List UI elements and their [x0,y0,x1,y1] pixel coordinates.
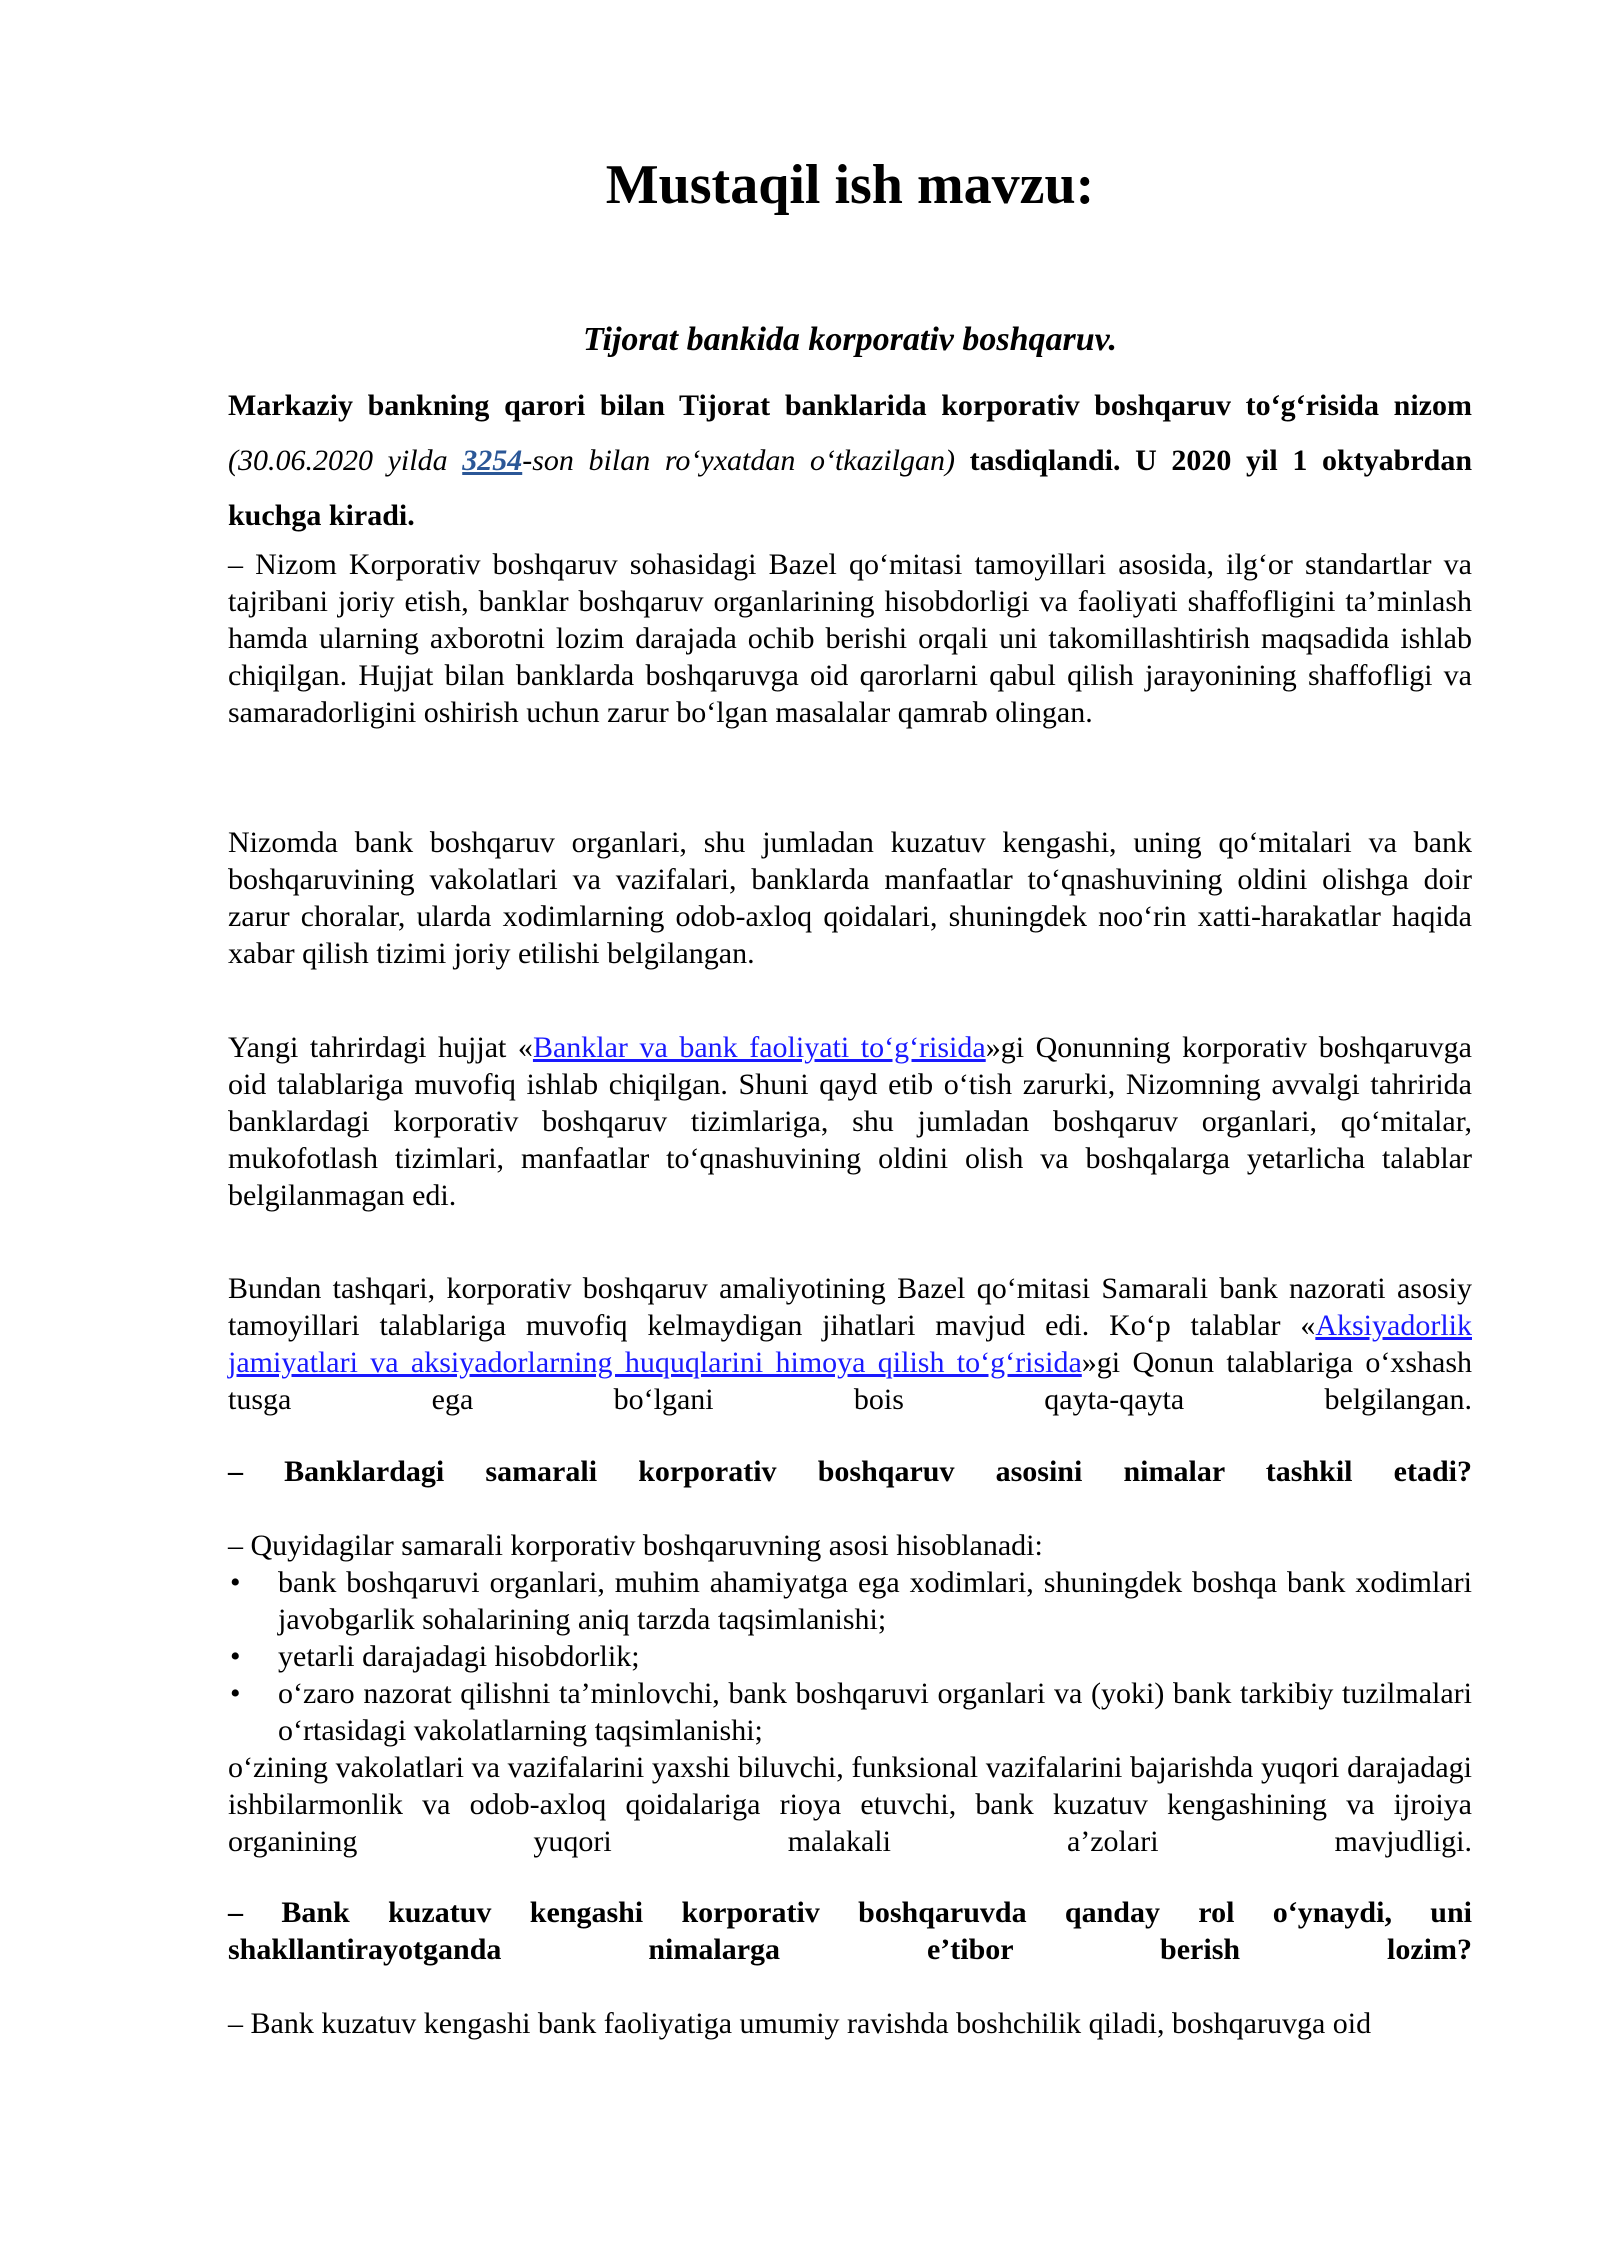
paragraph-1: – Nizom Korporativ boshqaruv sohasidagi Bazel qo‘mitasi tamoyillari asosida, ilg‘or standartlar va tajribani joriy etish, banklar boshqaruv organlarining hisobdorligi va faoliyati shaffofligini ta’minlash hamda ularning axborotni lozim darajada ochib berishi orqali uni takomillashtirish maqsadida ishlab chiqilgan. Hujjat bilan banklarda boshqaruvga oid qarorlarni qabul qilish jarayonining shaffofligi va samaradorligini oshirish uchun zarur bo‘lgan masalalar qamrab olingan. [228,548,1472,729]
paragraph-4-text-b: »gi Qonun talablariga o‘xshash tusga ega bo‘lgani bois qayta-qayta belgilangan. [228,1346,1473,1416]
list-item: • yetarli darajadagi hisobdorlik; [228,1638,1472,1675]
lead-italic-2: -son bilan ro‘yxatdan o‘tkazilgan) [522,444,955,477]
lead-italic-1: (30.06.2020 yilda [228,444,463,477]
paragraph-4 [228,1270,1472,1418]
question-1: – Banklardagi samarali korporativ boshqaruv asosini nimalar tashkil etadi? [228,1455,1472,1488]
paragraph-2: Nizomda bank boshqaruv organlari, shu jumladan kuzatuv kengashi, uning qo‘mitalari va bank boshqaruvining vakolatlari va vazifalari, banklarda manfaatlar to‘qnashuvining oldini olishga doir zarur choralar, ularda xodimlarning odob-axloq qoidalari, shuningdek noo‘rin xatti-harakatlar haqida xabar qilish tizimi joriy etilishi belgilangan. [228,826,1472,970]
document-subtitle: Tijorat bankida korporativ boshqaruv. [583,321,1117,358]
lead-paragraph [228,378,1472,543]
paragraph-3-text-a: Yangi tahrirdagi hujjat « [228,1031,533,1064]
question-2: – Bank kuzatuv kengashi korporativ boshqaruvda qanday rol o‘ynaydi, uni shakllantirayotganda nimalarga e’tibor berish lozim? [228,1896,1472,1966]
answer-1-intro: – Quyidagilar samarali korporativ boshqaruvning asosi hisoblanadi: [228,1529,1043,1562]
answer-2: – Bank kuzatuv kengashi bank faoliyatiga umumiy ravishda boshchilik qiladi, boshqaruvga oid [228,2007,1372,2040]
paragraph-3 [228,1029,1472,1214]
joint-stock-law-link[interactable]: Aksiyadorlik jamiyatlari va aksiyadorlarning huquqlarini himoya qilish to‘g‘risida [228,1309,1472,1379]
paragraph-3-text-b: »gi Qonunning korporativ boshqaruvga oid talablariga muvofiq ishlab chiqilgan. Shuni qayd etib o‘tish zarurki, Nizomning avvalgi tahririda banklardagi korporativ boshqaruv tizimlariga, shu jumladan boshqaruv organlari, qo‘mitalar, mukofotlash tizimlari, manfaatlar to‘qnashuvining oldini olish va boshqalarga yetarlicha talablar belgilanmagan edi. [228,1031,1472,1212]
list-item: • o‘zaro nazorat qilishni ta’minlovchi, bank boshqaruvi organlari va (yoki) bank tarkibiy tuzilmalari o‘rtasidagi vakolatlarning taqsimlanishi; [228,1675,1472,1749]
answer-1 [228,1527,1472,1860]
answer-1-list [228,1564,1472,1749]
banks-law-link[interactable]: Banklar va bank faoliyati to‘g‘risida [532,1031,986,1064]
lead-text-2: tasdiqlandi. U 2020 yil 1 oktyabrdan kuchga kiradi. [228,444,1472,532]
lead-text-1: Markaziy bankning qarori bilan Tijorat banklarida korporativ boshqaruv to‘g‘risida nizom [228,389,1472,422]
paragraph-4-text-a: Bundan tashqari, korporativ boshqaruv amaliyotining Bazel qo‘mitasi Samarali bank nazorati asosiy tamoyillari talablariga muvofiq kelmaydigan jihatlari mavjud edi. Ko‘p talablar « [228,1272,1472,1342]
list-item: • bank boshqaruvi organlari, muhim ahamiyatga ega xodimlari, shuningdek boshqa bank xodimlari javobgarlik sohalarining aniq tarzda taqsimlanishi; [228,1564,1472,1638]
registration-number-link[interactable]: 3254 [462,444,523,477]
answer-1-tail: o‘zining vakolatlari va vazifalarini yaxshi biluvchi, funksional vazifalarini bajarishda yuqori darajadagi ishbilarmonlik va odob-axloq qoidalariga rioya etuvchi, bank kuzatuv kengashining va ijroiya organining yuqori malakali a’zolari mavjudligi. [228,1751,1472,1858]
document-title: Mustaqil ish mavzu: [605,154,1095,216]
